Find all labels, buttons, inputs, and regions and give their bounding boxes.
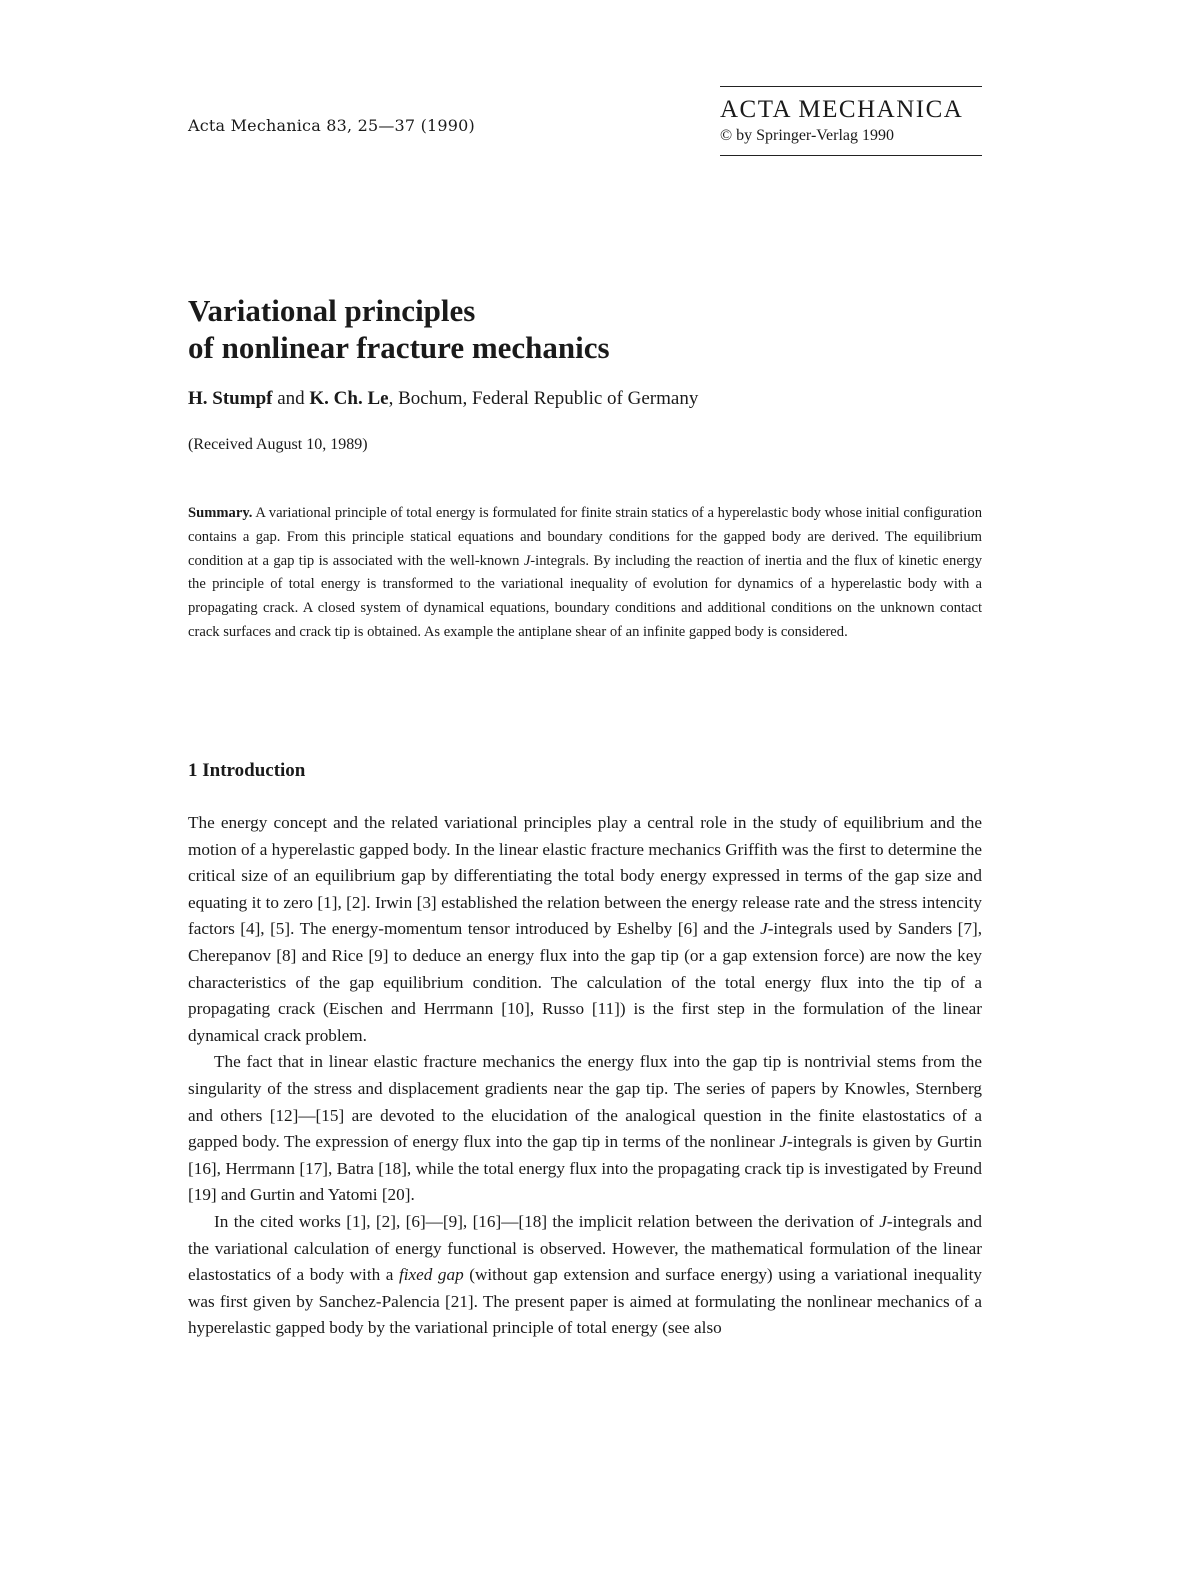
summary-j-symbol: J bbox=[523, 552, 531, 569]
introduction-body bbox=[188, 810, 982, 1342]
summary-text-b: -integrals. By including the reaction of inertia and the flux of kinetic energy the principle of total energy is transformed to the variational inequality of evolution for dynamics of a hyperelastic body with a propagating crack. A closed system of dynamical equations, boundary conditions and additional conditions on the unknown contact crack surfaces and crack tip is obtained. As example the antiplane shear of an infinite gapped body is considered. bbox=[188, 552, 982, 640]
author-1: H. Stumpf bbox=[188, 388, 273, 409]
affiliation: , Bochum, Federal Republic of Germany bbox=[388, 388, 699, 409]
section-heading-introduction: 1 Introduction bbox=[188, 760, 306, 781]
p3-j-symbol: J bbox=[879, 1211, 887, 1231]
p1-j-symbol: J bbox=[760, 919, 768, 939]
journal-name: ACTA MECHANICA bbox=[720, 96, 964, 123]
p1-text-b: -integrals used by Sanders [7], Cherepanov [8] and Rice [9] to deduce an energy flux into the gap tip (or a gap extension force) are now the key characteristics of the gap equilibrium condition. The calculation of the total energy flux into the tip of a propagating crack (Eischen and Herrmann [10], Russo [11]) is the first step in the formulation of the linear dynamical crack problem. bbox=[188, 919, 982, 1045]
p3-text-b: -integrals and the variational calculation of energy functional is observed. However, the mathematical formulation of the linear elastostatics of a body with a bbox=[188, 1211, 982, 1285]
paragraph-1 bbox=[188, 810, 982, 1049]
p3-text-a: In the cited works [1], [2], [6]—[9], [16]—[18] the implicit relation between the derivation of bbox=[214, 1211, 880, 1231]
title-line-1: Variational principles bbox=[188, 293, 476, 328]
p3-fixed-gap: fixed gap bbox=[398, 1265, 464, 1285]
title-line-2: of nonlinear fracture mechanics bbox=[188, 330, 610, 365]
p2-j-symbol: J bbox=[779, 1132, 788, 1152]
paragraph-2 bbox=[188, 1049, 982, 1209]
paragraph-3 bbox=[188, 1209, 982, 1342]
summary-text-a: A variational principle of total energy is formulated for finite strain statics of a hyperelastic body whose initial configuration contains a gap. From this principle statical equations and boundary conditions for the gapped body are derived. The equilibrium condition at a gap tip is associated with the well-known bbox=[188, 505, 982, 569]
author-conjunction: and bbox=[272, 388, 310, 409]
p2-text-a: The fact that in linear elastic fracture mechanics the energy flux into the gap tip is nontrivial stems from the singularity of the stress and displacement gradients near the gap tip. The series of papers by Knowles, Sternberg and others [12]—[15] are devoted to the elucidation of the analogical question in the finite elastostatics of a gapped body. The expression of energy flux into the gap tip in terms of the nonlinear bbox=[188, 1052, 982, 1152]
journal-masthead bbox=[720, 86, 982, 156]
summary-abstract bbox=[188, 502, 982, 645]
paper-title bbox=[188, 292, 968, 366]
copyright-notice: © by Springer-Verlag 1990 bbox=[720, 127, 895, 144]
summary-label: Summary. bbox=[188, 505, 253, 521]
p3-text-c: (without gap extension and surface energy) using a variational inequality was first given by Sanchez-Palencia [21]. The present paper is aimed at formulating the nonlinear mechanics of a hyperelastic gapped body by the variational principle of total energy (see also bbox=[188, 1265, 982, 1338]
p2-text-b: -integrals is given by Gurtin [16], Herrmann [17], Batra [18], while the total energy flux into the propagating crack tip is investigated by Freund [19] and Gurtin and Yatomi [20]. bbox=[188, 1132, 982, 1205]
author-2: K. Ch. Le bbox=[309, 388, 389, 409]
authors-line bbox=[188, 388, 698, 410]
p1-text-a: The energy concept and the related variational principles play a central role in the study of equilibrium and the motion of a hyperelastic gapped body. In the linear elastic fracture mechanics Griffith was the first to determine the critical size of an equilibrium gap by differentiating the total body energy expressed in terms of the gap size and equating it to zero [1], [2]. Irwin [3] established the relation between the energy release rate and the stress intencity factors [4], [5]. The energy-momentum tensor introduced by Eshelby [6] and the bbox=[188, 813, 982, 939]
received-date: (Received August 10, 1989) bbox=[188, 436, 368, 453]
journal-reference: Acta Mechanica 83, 25—37 (1990) bbox=[188, 116, 475, 135]
